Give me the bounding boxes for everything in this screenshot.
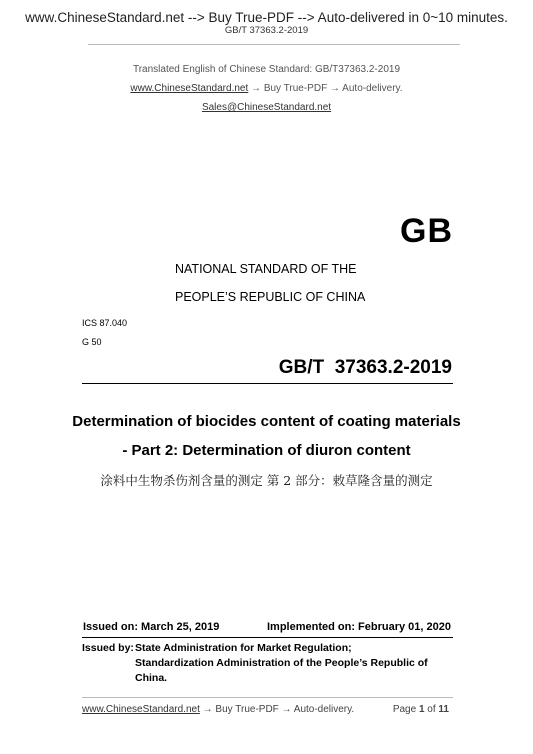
intro-email-link[interactable]: Sales@ChineseStandard.net	[201, 102, 332, 113]
page-current: 1	[418, 704, 425, 715]
g-code: G 50	[82, 337, 102, 347]
issued-by-label: Issued by:	[82, 642, 134, 654]
page-of: of	[427, 704, 436, 715]
intro-link-line	[0, 83, 533, 94]
ics-code: ICS 87.040	[82, 318, 128, 328]
issuer-line-3: China.	[135, 672, 168, 684]
header-doc-code: GB/T 37363.2-2019	[224, 25, 309, 36]
footer-site-link[interactable]: www.ChineseStandard.net	[82, 704, 200, 715]
intro-buy-text: → Buy True-PDF → Auto-delivery.	[251, 83, 403, 94]
title-line-2: - Part 2: Determination of diuron content	[122, 442, 411, 459]
page-indicator	[393, 704, 449, 715]
page-total: 11	[438, 704, 449, 715]
intro-email-line	[0, 102, 533, 113]
issuer-line-1: State Administration for Market Regulation;	[135, 642, 352, 654]
intro-site-link[interactable]: www.ChineseStandard.net	[130, 83, 249, 94]
gb-mark: GB	[400, 212, 453, 250]
national-line-2: PEOPLE’S REPUBLIC OF CHINA	[175, 290, 366, 304]
dates-divider	[82, 637, 453, 638]
standard-number: GB/T 37363.2-2019	[278, 357, 452, 378]
header-divider	[88, 44, 460, 45]
page-label: Page	[392, 704, 417, 715]
title-line-1: Determination of biocides content of coating materials	[72, 413, 461, 430]
implemented-on: Implemented on: February 01, 2020	[266, 621, 451, 633]
footer-buy-text: → Buy True-PDF → Auto-delivery.	[202, 704, 355, 715]
issued-on: Issued on: March 25, 2019	[83, 621, 220, 633]
header-banner: www.ChineseStandard.net --> Buy True-PDF --> Auto-delivered in 0~10 minutes.	[25, 10, 508, 25]
national-line-1: NATIONAL STANDARD OF THE	[175, 262, 357, 276]
issuer-line-2: Standardization Administration of the People’s Republic of	[135, 657, 428, 669]
title-chinese: 涂料中生物杀伤剂含量的测定 第 2 部分：敕草隆含量的测定	[100, 473, 433, 488]
translated-line: Translated English of Chinese Standard: GB/T37363.2-2019	[132, 64, 401, 75]
standard-divider	[82, 383, 453, 384]
footer-link-line	[82, 704, 354, 715]
footer-divider	[82, 697, 453, 698]
